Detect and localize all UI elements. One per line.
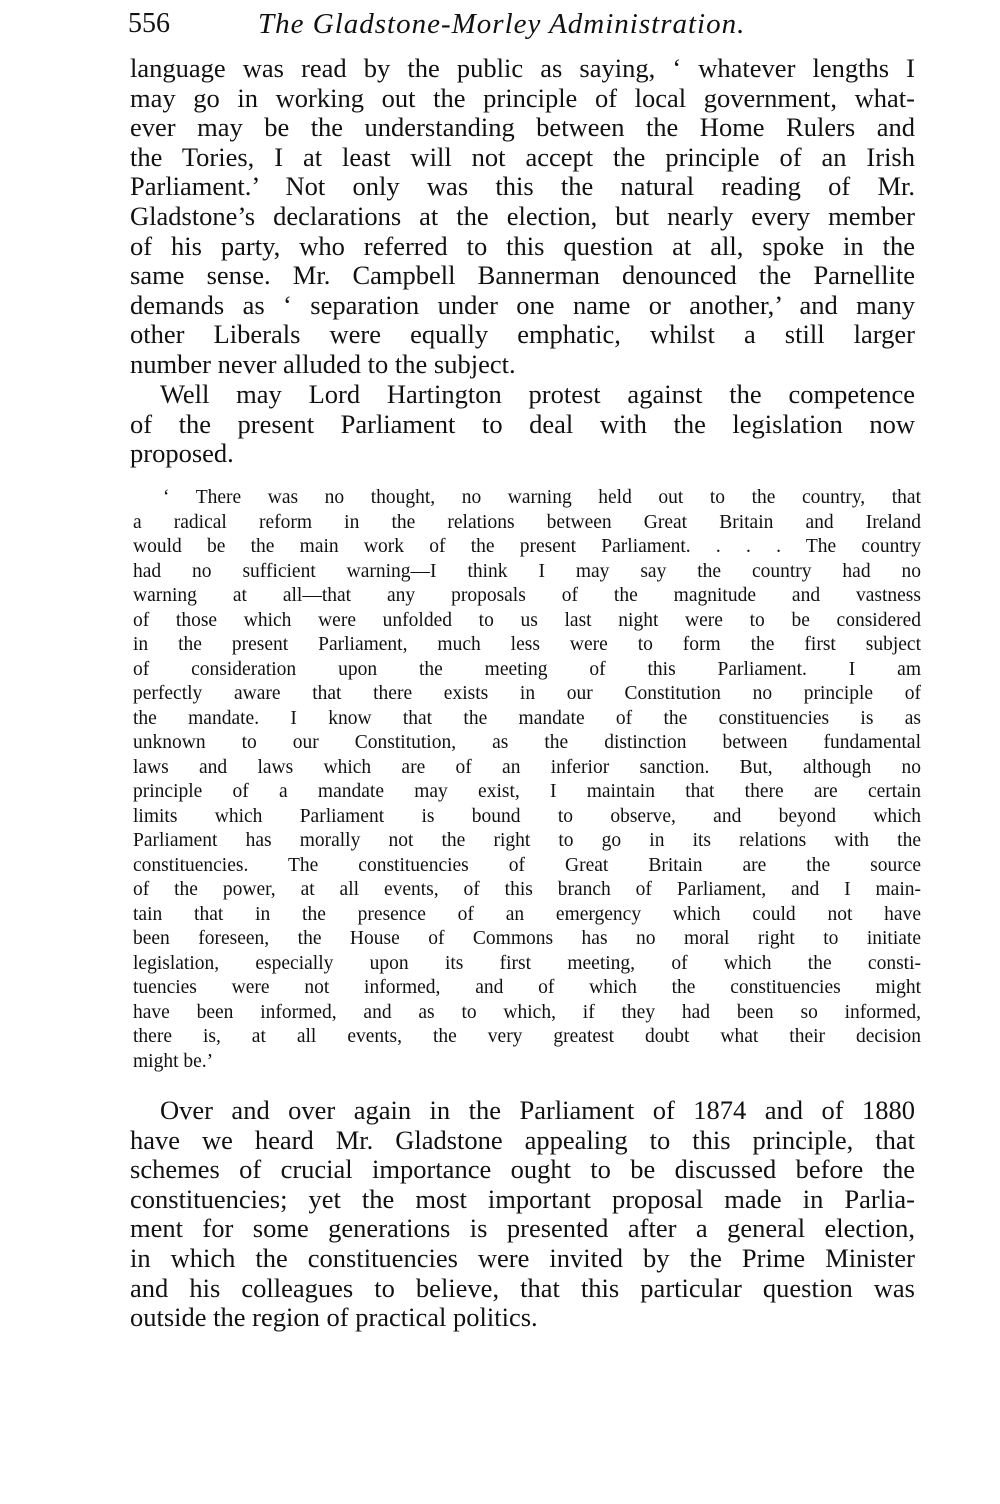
text-line: demands as ‘ separation under one name or another,’ and many: [130, 289, 915, 320]
text-line: laws and laws which are of an inferior sanction. But, although no: [133, 756, 921, 778]
text-line: a radical reform in the relations between Great Britain and Ireland: [133, 511, 921, 533]
text-line: there is, at all events, the very greatest doubt what their decision: [133, 1026, 921, 1047]
text-line: unknown to our Constitution, as the distinction between fundamental: [133, 732, 921, 753]
text-line: principle of a mandate may exist, I maintain that there are certain: [133, 781, 921, 802]
text-line: in the present Parliament, much less were to form the first subject: [133, 634, 921, 655]
text-line: ment for some generations is presented after a general election,: [130, 1213, 915, 1244]
text-line: may go in working out the principle of local government, what-: [130, 82, 915, 113]
text-line: constituencies. The constituencies of Great Britain are the source: [133, 854, 921, 876]
running-title: The Gladstone-Morley Administration.: [258, 8, 746, 40]
text-line: proposed.: [130, 438, 234, 469]
text-line: in which the constituencies were invited by the Prime Minister: [130, 1242, 915, 1273]
text-line: limits which Parliament is bound to observe, and beyond which: [133, 805, 921, 827]
text-line: tain that in the presence of an emergency which could not have: [133, 903, 921, 925]
text-line: Over and over again in the Parliament of 1874 and of 1880: [160, 1095, 915, 1125]
text-line: have been informed, and as to which, if they had been so informed,: [133, 1001, 921, 1023]
text-line: ever may be the understanding between the Home Rulers and: [130, 112, 915, 143]
running-header: [128, 8, 928, 44]
text-line: the mandate. I know that the mandate of the constituencies is as: [133, 707, 921, 729]
text-line: of those which were unfolded to us last night were to be considered: [133, 609, 921, 631]
paragraph-1: [130, 54, 915, 380]
text-line: schemes of crucial importance ought to be discussed before the: [130, 1154, 915, 1185]
text-line: of the power, at all events, of this branch of Parliament, and I main-: [133, 879, 921, 900]
text-line: same sense. Mr. Campbell Bannerman denounced the Parnellite: [130, 260, 915, 291]
text-line: Parliament.’ Not only was this the natural reading of Mr.: [130, 171, 915, 202]
text-line: would be the main work of the present Parliament. . . . The country: [133, 536, 921, 557]
text-line: legislation, especially upon its first meeting, of which the consti-: [133, 952, 921, 974]
text-line: been foreseen, the House of Commons has no moral right to initiate: [133, 928, 921, 949]
text-line: number never alluded to the subject.: [130, 348, 516, 379]
text-line: Gladstone’s declarations at the election, but nearly every member: [130, 200, 915, 231]
text-line: Well may Lord Hartington protest against the competence: [160, 379, 915, 409]
text-line: of consideration upon the meeting of this Parliament. I am: [133, 658, 921, 680]
text-line: other Liberals were equally emphatic, whilst a still larger: [130, 319, 915, 350]
text-line: warning at all—that any proposals of the magnitude and vastness: [133, 585, 921, 606]
paragraph-3: [130, 1096, 915, 1333]
text-line: might be.’: [133, 1050, 214, 1072]
text-line: of his party, who referred to this question at all, spoke in the: [130, 230, 915, 261]
text-line: and his colleagues to believe, that this particular question was: [130, 1272, 915, 1303]
text-line: constituencies; yet the most important proposal made in Parlia-: [130, 1183, 915, 1214]
text-line: outside the region of practical politics.: [130, 1302, 538, 1333]
text-line: tuencies were not informed, and of which the constituencies might: [133, 977, 921, 998]
text-line: of the present Parliament to deal with the legislation now: [130, 408, 915, 439]
text-line: language was read by the public as saying, ‘ whatever lengths I: [130, 53, 915, 83]
text-line: have we heard Mr. Gladstone appealing to this principle, that: [130, 1124, 915, 1155]
text-line: had no sufficient warning—I think I may say the country had no: [133, 560, 921, 582]
page-number: 556: [128, 8, 170, 39]
text-line: ‘ There was no thought, no warning held out to the country, that: [163, 487, 921, 508]
block-quote: [133, 486, 921, 1074]
text-line: perfectly aware that there exists in our Constitution no principle of: [133, 683, 921, 704]
text-line: the Tories, I at least will not accept the principle of an Irish: [130, 141, 915, 172]
text-line: Parliament has morally not the right to go in its relations with the: [133, 830, 921, 851]
paragraph-2: [130, 380, 915, 469]
